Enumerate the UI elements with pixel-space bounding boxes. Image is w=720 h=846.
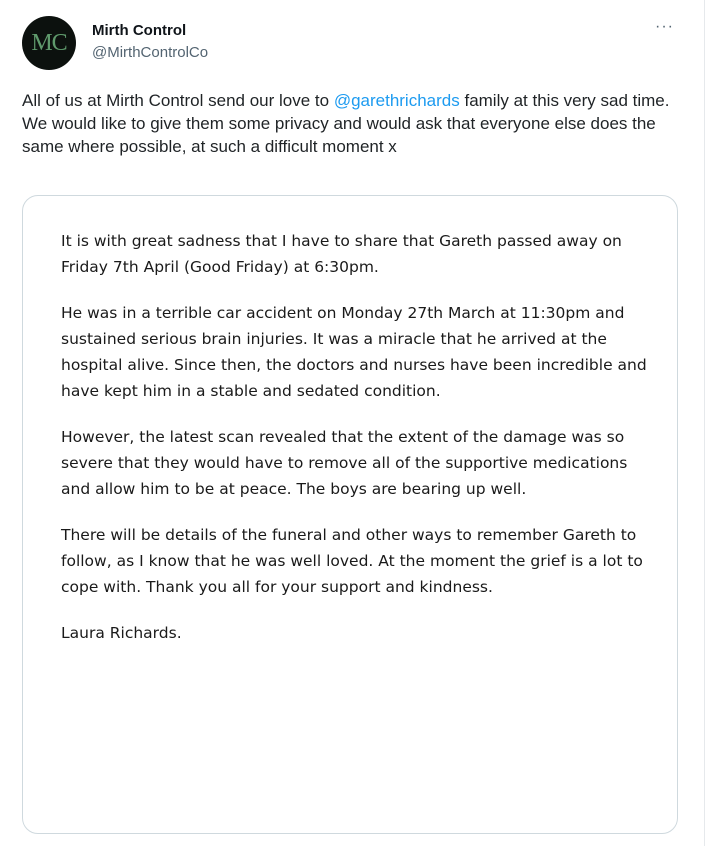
tweet-text-start: All of us at Mirth Control send our love to	[22, 91, 334, 110]
statement-paragraph: He was in a terrible car accident on Monday 27th March at 11:30pm and sustained serious brain injuries. It was a miracle that he arrived at the hospital alive. Since then, the doctors and nurses have been incredible and have kept him in a stable and sedated condition.	[61, 304, 647, 400]
statement-paragraph: There will be details of the funeral and other ways to remember Gareth to follow, as I know that he was well loved. At the moment the grief is a lot to cope with. Thank you all for your support and kindness.	[61, 526, 643, 596]
statement-paragraph: It is with great sadness that I have to share that Gareth passed away on Friday 7th April (Good Friday) at 6:30pm.	[61, 232, 622, 276]
author-name[interactable]: Mirth Control	[92, 22, 187, 39]
attached-image[interactable]	[22, 195, 678, 834]
more-options-icon[interactable]: ···	[655, 18, 674, 35]
avatar[interactable]	[22, 16, 76, 70]
avatar-logo: MC	[31, 29, 67, 56]
author-handle[interactable]: @MirthControlCo	[92, 44, 209, 61]
tweet-text	[22, 89, 682, 158]
statement-paragraph: However, the latest scan revealed that the extent of the damage was so severe that they would have to remove all of the supportive medications and allow him to be at peace. The boys are bearing up well.	[61, 428, 628, 498]
tweet-text-end: family at this very sad time. We would like to give them some privacy and would ask that everyone else does the same where possible, at such a difficult moment x	[22, 91, 670, 156]
statement-text	[61, 228, 661, 666]
statement-signature: Laura Richards.	[61, 624, 182, 642]
mention-link[interactable]: @garethrichards	[333, 91, 460, 110]
